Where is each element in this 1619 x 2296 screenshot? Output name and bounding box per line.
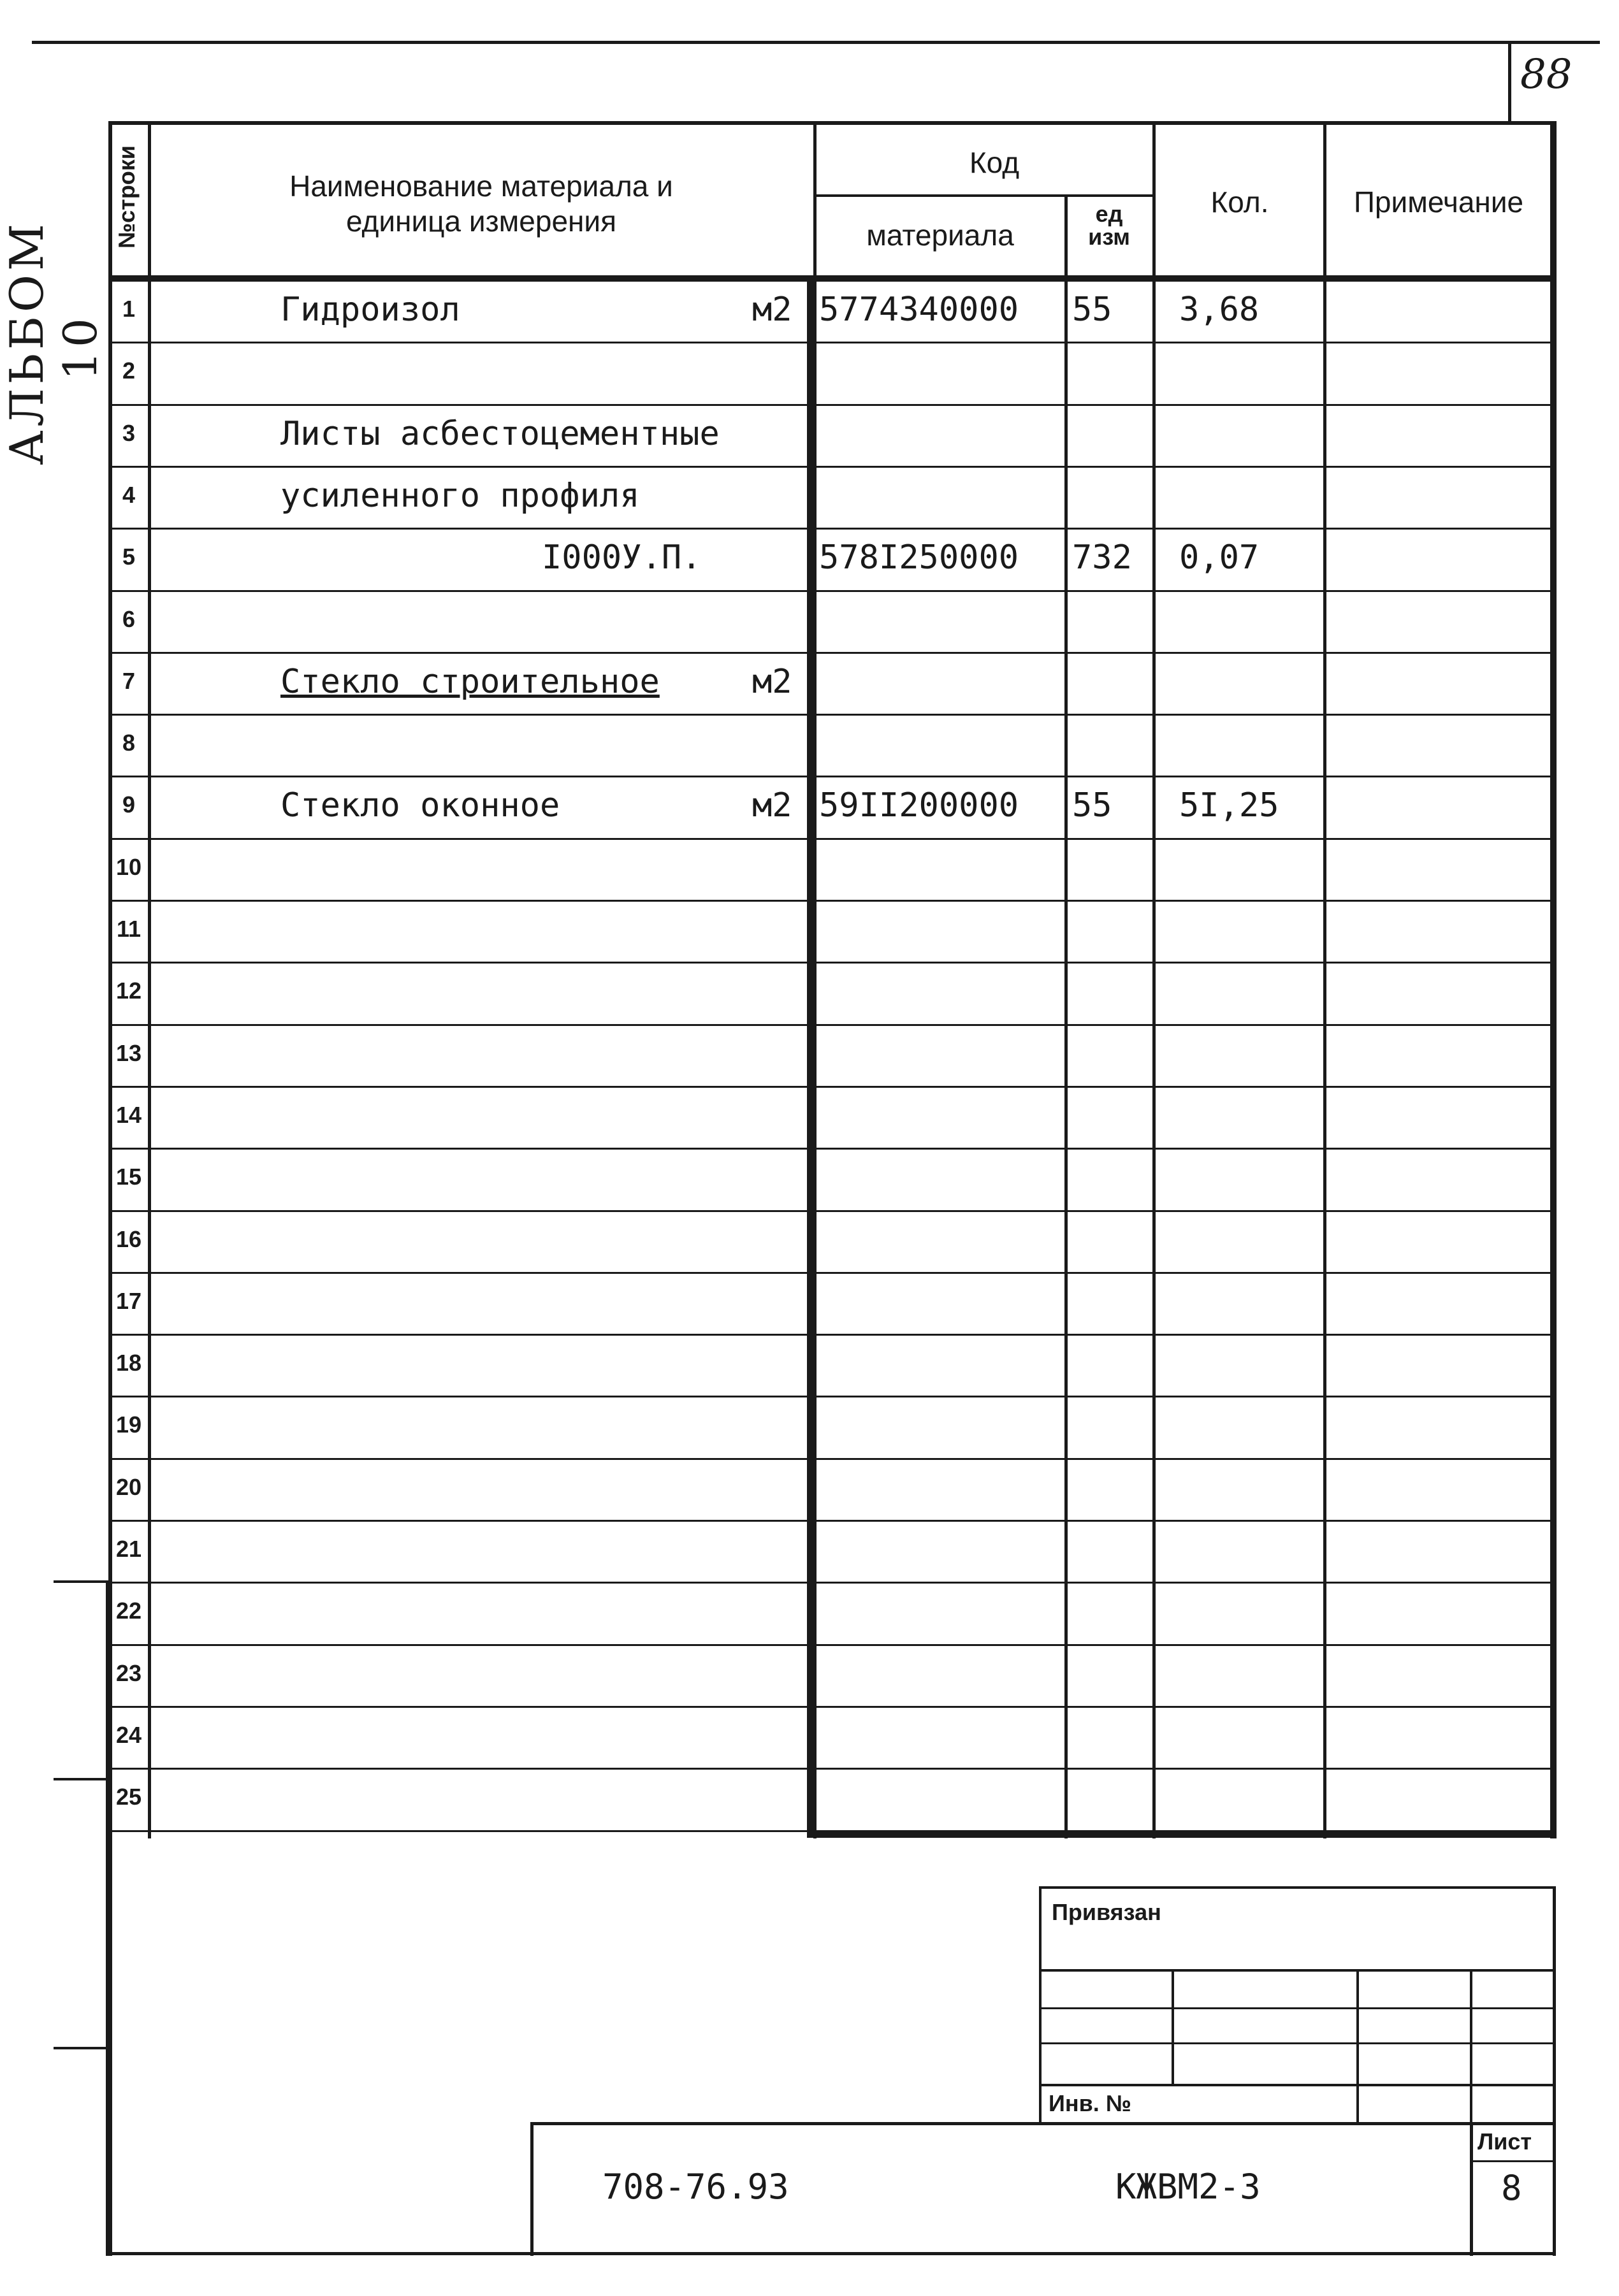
row-number: 1 bbox=[122, 296, 136, 322]
row-number: 23 bbox=[115, 1659, 142, 1686]
row-divider bbox=[108, 1706, 1555, 1708]
page-number-divider bbox=[1508, 41, 1511, 124]
header-name: Наименование материала и единица измерения bbox=[289, 170, 673, 238]
row-number: 6 bbox=[122, 605, 136, 632]
row-quantity: 0,07 bbox=[1179, 538, 1260, 577]
row-number: 4 bbox=[122, 481, 136, 508]
row-number: 24 bbox=[115, 1721, 142, 1748]
page-number: 88 bbox=[1520, 51, 1572, 98]
row-number: 25 bbox=[115, 1784, 142, 1810]
unit-divider bbox=[1152, 121, 1156, 1838]
header-qty: Кол. bbox=[1210, 185, 1269, 219]
row-number: 19 bbox=[115, 1412, 142, 1438]
qty-divider bbox=[1323, 121, 1326, 1838]
sheet-box-divider bbox=[1470, 2160, 1555, 2162]
title-line bbox=[1039, 1969, 1555, 1972]
album-stamp: АЛЬБОМ 10 bbox=[0, 220, 107, 465]
row-divider bbox=[108, 714, 1555, 716]
row-material-name: I000У.П. bbox=[542, 538, 702, 577]
title-right-line bbox=[1553, 1886, 1556, 2256]
row-quantity: 5I,25 bbox=[1179, 786, 1279, 825]
rownum-divider bbox=[148, 121, 151, 1838]
row-divider bbox=[108, 838, 1555, 840]
row-material-code: 5774340000 bbox=[819, 291, 1019, 329]
heavy-frame-bottom bbox=[807, 1831, 1557, 1838]
doc-mark: КЖВМ2-3 bbox=[1115, 2167, 1261, 2207]
row-unit-code: 55 bbox=[1072, 786, 1112, 825]
header-bottom-line bbox=[108, 275, 1557, 282]
row-number: 2 bbox=[122, 357, 136, 384]
top-rule bbox=[32, 41, 1600, 44]
row-number: 5 bbox=[122, 544, 136, 570]
row-number: 17 bbox=[115, 1287, 142, 1314]
row-quantity: 3,68 bbox=[1179, 291, 1260, 329]
row-unit-code: 732 bbox=[1072, 538, 1132, 577]
row-divider bbox=[108, 1086, 1555, 1088]
row-material-name: Стекло оконное bbox=[280, 786, 560, 825]
row-divider bbox=[108, 962, 1555, 964]
left-strip-tick bbox=[54, 1580, 108, 1583]
row-number: 20 bbox=[115, 1473, 142, 1500]
header-note: Примечание bbox=[1353, 185, 1524, 219]
row-divider bbox=[108, 1520, 1555, 1522]
row-divider bbox=[108, 1210, 1555, 1212]
stamp-top-line bbox=[530, 2122, 1555, 2125]
header-row-no: №строки bbox=[113, 145, 140, 249]
header-code-material: материала bbox=[866, 219, 1014, 252]
row-divider bbox=[108, 590, 1555, 592]
code-subheader-line bbox=[813, 194, 1155, 197]
row-unit: м2 bbox=[752, 291, 792, 329]
row-number: 3 bbox=[122, 419, 136, 446]
title-line bbox=[1039, 2084, 1555, 2086]
row-number: 12 bbox=[115, 978, 142, 1004]
title-col-line bbox=[1356, 1969, 1359, 2125]
row-number: 11 bbox=[116, 916, 142, 942]
row-material-name: Гидроизол bbox=[280, 291, 460, 329]
row-divider bbox=[108, 342, 1555, 343]
row-number: 9 bbox=[122, 791, 136, 818]
row-number: 22 bbox=[115, 1598, 142, 1624]
heavy-frame-left bbox=[807, 275, 813, 1837]
page-bottom-line bbox=[108, 2252, 1555, 2255]
row-divider bbox=[108, 1830, 1555, 1832]
row-divider bbox=[108, 1582, 1555, 1584]
inv-no-label: Инв. № bbox=[1049, 2090, 1131, 2116]
stamp-left-line bbox=[530, 2122, 534, 2256]
row-material-code: 578I250000 bbox=[819, 538, 1019, 577]
left-strip-tick bbox=[54, 2047, 108, 2049]
code-divider bbox=[1064, 194, 1068, 1838]
row-divider bbox=[108, 1272, 1555, 1274]
row-divider bbox=[108, 1458, 1555, 1460]
header-code-unit: ед изм bbox=[1088, 201, 1130, 250]
row-divider bbox=[108, 1148, 1555, 1150]
name-divider bbox=[813, 121, 817, 1838]
row-material-name: Стекло строительное bbox=[280, 662, 660, 701]
row-material-code: 59II200000 bbox=[819, 786, 1019, 825]
title-left-line bbox=[1039, 1886, 1042, 2125]
row-unit: м2 bbox=[752, 662, 792, 701]
row-divider bbox=[108, 466, 1555, 468]
row-number: 10 bbox=[115, 853, 142, 880]
row-material-name: Листы асбестоцементные bbox=[280, 414, 720, 453]
row-divider bbox=[108, 1768, 1555, 1770]
row-number: 7 bbox=[122, 667, 136, 694]
row-number: 8 bbox=[122, 730, 136, 756]
sheet-number: 8 bbox=[1501, 2168, 1522, 2208]
row-divider bbox=[108, 652, 1555, 654]
left-strip-tick bbox=[54, 1778, 108, 1780]
doc-code: 708-76.93 bbox=[602, 2167, 789, 2207]
row-divider bbox=[108, 1334, 1555, 1336]
row-divider bbox=[108, 1644, 1555, 1646]
row-divider bbox=[108, 404, 1555, 406]
row-number: 14 bbox=[115, 1101, 142, 1128]
row-divider bbox=[108, 1024, 1555, 1026]
row-number: 13 bbox=[115, 1039, 142, 1066]
title-col-line bbox=[1172, 1969, 1174, 2084]
row-number: 18 bbox=[115, 1350, 142, 1376]
row-divider bbox=[108, 900, 1555, 902]
title-col-line bbox=[1470, 1969, 1472, 2125]
table-top-border bbox=[108, 121, 1555, 125]
row-divider bbox=[108, 1396, 1555, 1397]
row-unit-code: 55 bbox=[1072, 291, 1112, 329]
row-material-name: усиленного профиля bbox=[280, 476, 640, 515]
sheet-box-left bbox=[1470, 2122, 1473, 2256]
title-top-line bbox=[1039, 1886, 1555, 1889]
row-number: 16 bbox=[115, 1225, 142, 1252]
row-divider bbox=[108, 528, 1555, 530]
row-divider bbox=[108, 776, 1555, 777]
title-line bbox=[1039, 2007, 1555, 2009]
table-right-border bbox=[1550, 121, 1557, 1838]
row-number: 21 bbox=[115, 1536, 142, 1562]
sheet-label: Лист bbox=[1477, 2128, 1532, 2155]
header-code: Код bbox=[969, 146, 1020, 179]
privyazan-label: Привязан bbox=[1052, 1899, 1161, 1925]
row-number: 15 bbox=[115, 1164, 142, 1190]
row-unit: м2 bbox=[752, 786, 792, 825]
title-line bbox=[1039, 2042, 1555, 2044]
